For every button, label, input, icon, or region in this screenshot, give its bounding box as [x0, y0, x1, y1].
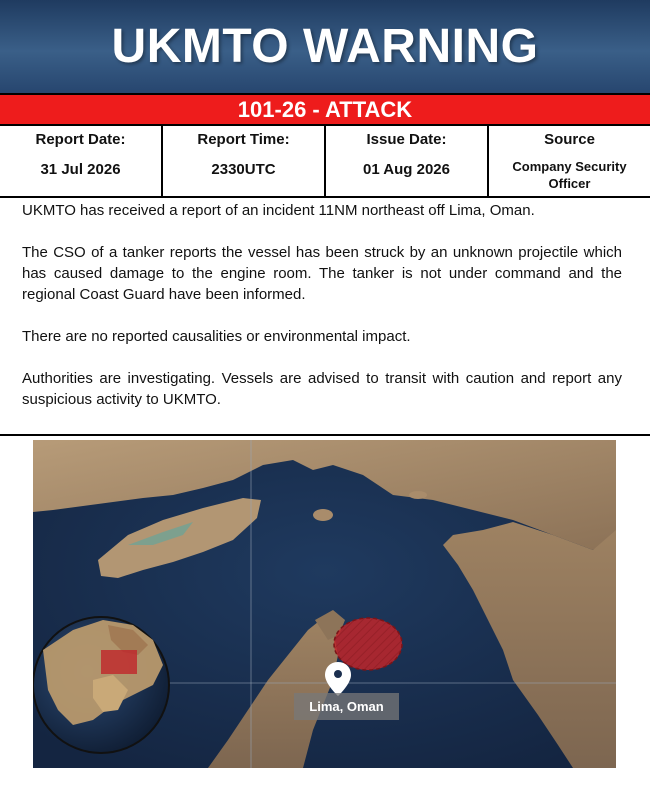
warning-title: UKMTO WARNING — [111, 20, 539, 73]
small-island — [409, 491, 427, 499]
report-date-cell — [0, 126, 163, 196]
report-time-label: Report Time: — [197, 131, 290, 148]
incident-map — [33, 440, 616, 768]
small-island — [313, 509, 333, 521]
paragraph-summary: UKMTO has received a report of an incident 11NM northeast off Lima, Oman. — [22, 202, 535, 219]
report-time-cell — [163, 126, 326, 196]
source-value: Company Security Officer — [512, 159, 627, 191]
source-label: Source — [544, 131, 595, 148]
incident-id: 101-26 - ATTACK — [237, 96, 413, 122]
location-label: Lima, Oman — [294, 693, 399, 720]
incident-description — [22, 200, 622, 432]
report-date-label: Report Date: — [35, 131, 126, 148]
report-date-value: 31 Jul 2026 — [40, 161, 121, 178]
issue-date-label: Issue Date: — [366, 131, 447, 148]
section-divider — [0, 434, 650, 436]
incident-banner — [0, 93, 650, 126]
issue-date-cell — [326, 126, 489, 196]
issue-date-value: 01 Aug 2026 — [363, 161, 450, 178]
report-time-value: 2330UTC — [211, 161, 276, 178]
paragraph-details: The CSO of a tanker reports the vessel has been struck by an unknown projectile which has caused damage to the engine room. The tanker is not under command and the regional Coast Guard have been informed. — [22, 244, 622, 303]
inset-globe — [33, 617, 169, 753]
warning-header — [0, 0, 650, 93]
report-info-table — [0, 126, 650, 198]
paragraph-impact: There are no reported causalities or environmental impact. — [22, 328, 411, 345]
inset-highlight — [101, 650, 137, 674]
paragraph-advice: Authorities are investigating. Vessels are advised to transit with caution and report any suspicious activity to UKMTO. — [22, 370, 622, 408]
source-cell — [489, 126, 650, 196]
